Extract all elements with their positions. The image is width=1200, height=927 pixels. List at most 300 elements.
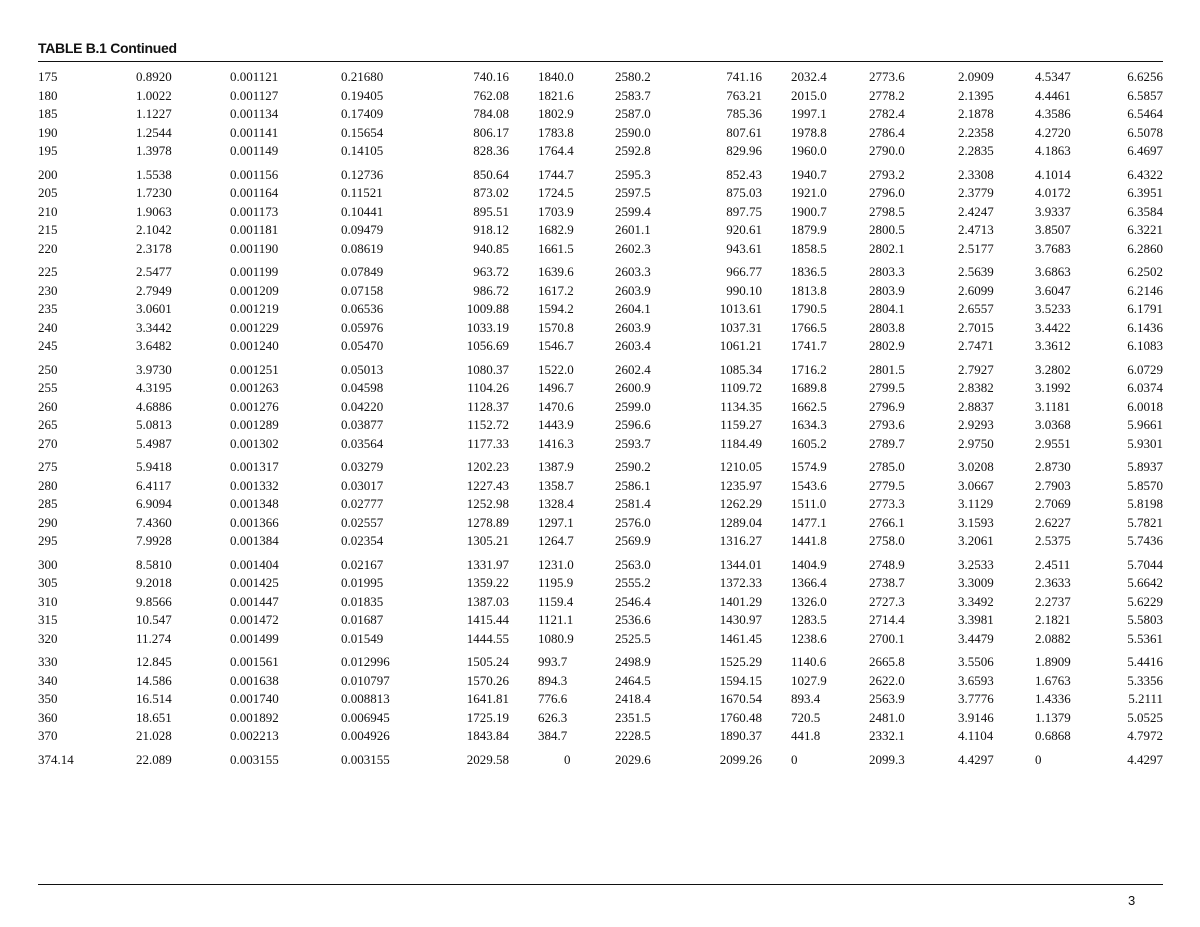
- table-cell: 1104.26: [467, 380, 509, 395]
- table-cell: 2563.0: [615, 556, 651, 572]
- table-cell: 5.4416: [1127, 654, 1163, 669]
- table-cell: 2604.1: [615, 301, 651, 316]
- table-cell: 1056.69: [466, 338, 509, 353]
- table-cell: 2.1395: [958, 87, 994, 103]
- table-cell: 0.001190: [230, 240, 279, 256]
- table-cell: 0.04598: [341, 380, 384, 395]
- table-cell: 2.6227: [1035, 514, 1071, 530]
- table-cell: 1404.9: [791, 556, 827, 572]
- table-cell: 3.1593: [958, 514, 994, 530]
- row-group: [38, 458, 1163, 551]
- table-cell: 6.4117: [136, 477, 172, 493]
- table-cell: 6.3221: [1127, 222, 1163, 237]
- table-cell: 0.02777: [341, 496, 384, 511]
- table-cell: 315: [38, 612, 58, 627]
- table-cell: 275: [38, 459, 58, 474]
- table-cell: 1670.54: [719, 691, 762, 706]
- table-cell: 1724.5: [538, 185, 574, 200]
- table-cell: 2536.6: [615, 612, 651, 627]
- table-cell: 6.5857: [1127, 87, 1163, 103]
- table-cell: 5.5361: [1127, 630, 1163, 646]
- table-cell: 1358.7: [538, 477, 574, 493]
- table-row: [38, 435, 1163, 454]
- table-cell: 2228.5: [615, 728, 651, 743]
- table-cell: 1264.7: [538, 533, 574, 548]
- table-cell: 285: [38, 496, 58, 511]
- row-group: [38, 166, 1163, 259]
- table-cell: 5.6642: [1127, 575, 1163, 590]
- table-cell: 1546.7: [538, 338, 574, 353]
- table-cell: 4.6886: [136, 398, 172, 414]
- table-cell: 1594.2: [538, 301, 574, 316]
- table-cell: 0.17409: [341, 106, 384, 121]
- table-cell: 1.2544: [136, 124, 172, 140]
- table-cell: 0.05976: [341, 319, 384, 335]
- table-cell: 2.0909: [958, 69, 994, 84]
- table-cell: 1760.48: [719, 709, 762, 725]
- table-cell: 940.85: [473, 240, 509, 256]
- table-cell: 2803.8: [869, 319, 905, 335]
- table-row: [38, 221, 1163, 240]
- table-cell: 0.001638: [230, 672, 279, 688]
- table-cell: 966.77: [726, 264, 762, 279]
- row-group: [38, 68, 1163, 161]
- table-cell: 1159.4: [538, 593, 574, 609]
- table-row: [38, 709, 1163, 728]
- table-cell: 6.5464: [1127, 106, 1163, 121]
- table-cell: 5.4987: [136, 435, 172, 451]
- table-cell: 1921.0: [791, 185, 827, 200]
- table-cell: 3.8507: [1035, 222, 1071, 237]
- table-cell: 0.07158: [341, 282, 384, 298]
- table-cell: 12.845: [136, 654, 172, 669]
- table-cell: 5.0525: [1127, 709, 1163, 725]
- table-cell: 2.4511: [1035, 556, 1071, 572]
- table-cell: 2418.4: [615, 691, 651, 706]
- table-cell: 2525.5: [615, 630, 651, 646]
- table-row: [38, 379, 1163, 398]
- table-cell: 200: [38, 166, 58, 182]
- table-cell: 2.8837: [958, 398, 994, 414]
- table-cell: 1790.5: [791, 301, 827, 316]
- table-cell: 6.1436: [1127, 319, 1163, 335]
- table-cell: 1662.5: [791, 398, 827, 414]
- table-cell: 5.8937: [1127, 459, 1163, 474]
- table-cell: 1401.29: [719, 593, 762, 609]
- table-cell: 806.17: [473, 124, 509, 140]
- table-cell: 2590.2: [615, 459, 651, 474]
- table-cell: 0.02167: [341, 556, 384, 572]
- table-cell: 2603.9: [615, 282, 651, 298]
- table-cell: 5.7436: [1127, 533, 1163, 548]
- table-cell: 4.1014: [1035, 166, 1071, 182]
- table-cell: 4.2720: [1035, 124, 1071, 140]
- table-cell: 2766.1: [869, 514, 905, 530]
- table-cell: 0.14105: [341, 143, 384, 158]
- table-cell: 1.1227: [136, 106, 172, 121]
- row-group: [38, 361, 1163, 454]
- table-cell: 6.4697: [1127, 143, 1163, 158]
- table-cell: 0.001251: [230, 361, 279, 377]
- table-row: [38, 532, 1163, 551]
- table-cell: 1.6763: [1035, 672, 1071, 688]
- table-cell: 1843.84: [466, 728, 509, 743]
- table-cell: 2.5477: [136, 264, 172, 279]
- table-cell: 3.1129: [958, 496, 994, 511]
- table-cell: 1.9063: [136, 203, 172, 219]
- table-cell: 2.4713: [958, 222, 994, 237]
- table-cell: 1227.43: [466, 477, 509, 493]
- table-cell: 3.6593: [958, 672, 994, 688]
- table-cell: 963.72: [473, 264, 509, 279]
- table-cell: 2793.6: [869, 417, 905, 432]
- table-cell: 3.3612: [1035, 338, 1071, 353]
- table-row: [38, 514, 1163, 533]
- table-cell: 763.21: [726, 87, 762, 103]
- table-cell: 2.1878: [958, 106, 994, 121]
- table-cell: 6.3584: [1127, 203, 1163, 219]
- table-cell: 0.001240: [230, 338, 279, 353]
- table-cell: 0.02557: [341, 514, 384, 530]
- table-cell: 4.0172: [1035, 185, 1071, 200]
- table-cell: 2595.3: [615, 166, 651, 182]
- table-row: [38, 240, 1163, 259]
- table-cell: 3.4422: [1035, 319, 1071, 335]
- table-cell: 1037.31: [719, 319, 762, 335]
- table-cell: 2727.3: [869, 593, 905, 609]
- table-cell: 195: [38, 143, 58, 158]
- table-cell: 0: [791, 751, 798, 767]
- table-cell: 1.8909: [1035, 654, 1071, 669]
- table-cell: 2032.4: [791, 69, 827, 84]
- table-cell: 2802.1: [869, 240, 905, 256]
- table-cell: 785.36: [726, 106, 762, 121]
- table-cell: 6.9094: [136, 496, 172, 511]
- table-cell: 1195.9: [538, 575, 574, 590]
- table-cell: 2583.7: [615, 87, 651, 103]
- row-group: [38, 751, 1163, 770]
- table-cell: 280: [38, 477, 58, 493]
- row-group: [38, 653, 1163, 746]
- table-cell: 4.1863: [1035, 143, 1071, 158]
- table-cell: 6.4322: [1127, 166, 1163, 182]
- table-cell: 0.09479: [341, 222, 384, 237]
- table-cell: 990.10: [726, 282, 762, 298]
- table-row: [38, 727, 1163, 746]
- table-cell: 1085.34: [719, 361, 762, 377]
- table-cell: 0.11521: [341, 185, 383, 200]
- table-cell: 220: [38, 240, 58, 256]
- table-cell: 9.2018: [136, 575, 172, 590]
- table-cell: 0.01995: [341, 575, 384, 590]
- table-cell: 1641.81: [466, 691, 509, 706]
- table-cell: 0.001499: [230, 630, 279, 646]
- table-cell: 3.6482: [136, 338, 172, 353]
- table-cell: 1289.04: [719, 514, 762, 530]
- table-cell: 3.5233: [1035, 301, 1071, 316]
- table-cell: 1470.6: [538, 398, 574, 414]
- table-cell: 1570.26: [466, 672, 509, 688]
- table-cell: 1764.4: [538, 143, 574, 158]
- table-cell: 2.3779: [958, 185, 994, 200]
- table-cell: 3.3009: [958, 575, 994, 590]
- table-cell: 2.7949: [136, 282, 172, 298]
- table-cell: 3.9146: [958, 709, 994, 725]
- table-cell: 0.001127: [230, 87, 279, 103]
- table-cell: 2.9750: [958, 435, 994, 451]
- table-cell: 6.3951: [1127, 185, 1163, 200]
- table-cell: 2569.9: [615, 533, 651, 548]
- table-cell: 0.004926: [341, 728, 390, 743]
- table-cell: 895.51: [473, 203, 509, 219]
- table-cell: 1461.45: [719, 630, 762, 646]
- table-cell: 1836.5: [791, 264, 827, 279]
- table-cell: 0.008813: [341, 691, 390, 706]
- table-cell: 5.9661: [1127, 417, 1163, 432]
- table-cell: 0.001276: [230, 398, 279, 414]
- table-cell: 0.01687: [341, 612, 384, 627]
- table-cell: 2.7471: [958, 338, 994, 353]
- table-cell: 1134.35: [720, 398, 762, 414]
- table-cell: 1.1379: [1035, 709, 1071, 725]
- table-cell: 0.001472: [230, 612, 279, 627]
- table-cell: 2622.0: [869, 672, 905, 688]
- table-cell: 2332.1: [869, 728, 905, 743]
- table-cell: 1159.27: [720, 417, 762, 432]
- table-cell: 0.02354: [341, 533, 384, 548]
- table-cell: 1210.05: [719, 459, 762, 474]
- table-cell: 2587.0: [615, 106, 651, 121]
- table-row: [38, 458, 1163, 477]
- table-cell: 1570.8: [538, 319, 574, 335]
- table-cell: 4.3195: [136, 380, 172, 395]
- table-cell: 3.0667: [958, 477, 994, 493]
- table-cell: 1617.2: [538, 282, 574, 298]
- table-cell: 185: [38, 106, 58, 121]
- table-cell: 2498.9: [615, 654, 651, 669]
- table-cell: 2.1821: [1035, 612, 1071, 627]
- table-cell: 1703.9: [538, 203, 574, 219]
- table-cell: 5.0813: [136, 417, 172, 432]
- table-cell: 2464.5: [615, 672, 651, 688]
- table-cell: 10.547: [136, 612, 172, 627]
- table-cell: 0.19405: [341, 87, 384, 103]
- table-cell: 0.003155: [230, 751, 279, 767]
- table-cell: 6.1083: [1127, 338, 1163, 353]
- table-cell: 374.14: [38, 751, 74, 767]
- table-cell: 1444.55: [466, 630, 509, 646]
- table-cell: 993.7: [538, 654, 568, 669]
- table-cell: 0.001404: [230, 556, 279, 572]
- table-cell: 2799.5: [869, 380, 905, 395]
- table-cell: 0.01549: [341, 630, 384, 646]
- table-cell: 0.001348: [230, 496, 279, 511]
- table-cell: 1716.2: [791, 361, 827, 377]
- table-cell: 1443.9: [538, 417, 574, 432]
- table-cell: 210: [38, 203, 58, 219]
- table-cell: 6.5078: [1127, 124, 1163, 140]
- table-row: [38, 495, 1163, 514]
- table-cell: 370: [38, 728, 58, 743]
- table-cell: 2.1042: [136, 222, 172, 237]
- table-cell: 1525.29: [719, 654, 762, 669]
- table-cell: 0.001219: [230, 301, 279, 316]
- table-cell: 2796.9: [869, 398, 905, 414]
- table-cell: 2593.7: [615, 435, 651, 451]
- table-cell: 9.8566: [136, 593, 172, 609]
- table-cell: 1.0022: [136, 87, 172, 103]
- table-cell: 1080.37: [466, 361, 509, 377]
- table-cell: 2481.0: [869, 709, 905, 725]
- table-cell: 0.001302: [230, 435, 279, 451]
- table-row: [38, 611, 1163, 630]
- table-cell: 1238.6: [791, 630, 827, 646]
- table-cell: 2773.6: [869, 69, 905, 84]
- table-cell: 4.3586: [1035, 106, 1071, 121]
- table-cell: 2773.3: [869, 496, 905, 511]
- table-cell: 2.4247: [958, 203, 994, 219]
- table-cell: 2796.0: [869, 185, 905, 200]
- table-cell: 2099.26: [719, 751, 762, 767]
- table-row: [38, 319, 1163, 338]
- table-cell: 1594.15: [719, 672, 762, 688]
- table-cell: 0: [564, 751, 571, 767]
- table-cell: 7.9928: [136, 533, 172, 548]
- table-cell: 5.2111: [1128, 691, 1163, 706]
- table-cell: 1900.7: [791, 203, 827, 219]
- table-row: [38, 751, 1163, 770]
- table-cell: 305: [38, 575, 58, 590]
- table-row: [38, 203, 1163, 222]
- table-cell: 2602.3: [615, 240, 651, 256]
- table-row: [38, 653, 1163, 672]
- table-row: [38, 87, 1163, 106]
- table-cell: 4.7972: [1127, 728, 1163, 743]
- table-cell: 2.2737: [1035, 593, 1071, 609]
- table-cell: 0.8920: [136, 69, 172, 84]
- table-cell: 762.08: [473, 87, 509, 103]
- table-cell: 720.5: [791, 709, 821, 725]
- table-cell: 1741.7: [791, 338, 827, 353]
- table-cell: 4.5347: [1035, 69, 1071, 84]
- table-cell: 2789.7: [869, 435, 905, 451]
- table-cell: 0.002213: [230, 728, 279, 743]
- table-cell: 1331.97: [466, 556, 509, 572]
- table-cell: 5.7044: [1127, 556, 1163, 572]
- table-cell: 0.001740: [230, 691, 279, 706]
- table-cell: 6.0018: [1127, 398, 1163, 414]
- table-cell: 16.514: [136, 691, 172, 706]
- table-cell: 1477.1: [791, 514, 827, 530]
- table-cell: 350: [38, 691, 58, 706]
- table-cell: 2563.9: [869, 691, 905, 706]
- table-cell: 0.001263: [230, 380, 279, 395]
- table-cell: 0.001134: [230, 106, 279, 121]
- table-row: [38, 124, 1163, 143]
- steam-table-body: [38, 68, 1163, 774]
- table-cell: 2546.4: [615, 593, 651, 609]
- table-cell: 1522.0: [538, 361, 574, 377]
- table-cell: 1744.7: [538, 166, 574, 182]
- table-cell: 1152.72: [467, 417, 509, 432]
- table-cell: 260: [38, 398, 58, 414]
- table-cell: 828.36: [473, 143, 509, 158]
- table-cell: 295: [38, 533, 58, 548]
- table-cell: 384.7: [538, 728, 568, 743]
- table-cell: 1639.6: [538, 264, 574, 279]
- table-cell: 230: [38, 282, 58, 298]
- table-cell: 2029.58: [466, 751, 509, 767]
- table-cell: 893.4: [791, 691, 821, 706]
- table-cell: 0.001156: [230, 166, 279, 182]
- table-cell: 255: [38, 380, 58, 395]
- table-cell: 2779.5: [869, 477, 905, 493]
- table-cell: 2778.2: [869, 87, 905, 103]
- table-cell: 2601.1: [615, 222, 651, 237]
- table-cell: 1840.0: [538, 69, 574, 84]
- table-row: [38, 630, 1163, 649]
- table-cell: 0.001447: [230, 593, 279, 609]
- table-cell: 0.001229: [230, 319, 279, 335]
- table-cell: 3.2061: [958, 533, 994, 548]
- table-cell: 1316.27: [719, 533, 762, 548]
- table-cell: 4.4297: [958, 751, 994, 767]
- table-row: [38, 416, 1163, 435]
- table-cell: 0.001173: [230, 203, 279, 219]
- table-cell: 1960.0: [791, 143, 827, 158]
- table-cell: 0.006945: [341, 709, 390, 725]
- table-cell: 1128.37: [467, 398, 509, 414]
- table-cell: 918.12: [473, 222, 509, 237]
- table-cell: 1879.9: [791, 222, 827, 237]
- table-cell: 1326.0: [791, 593, 827, 609]
- table-cell: 225: [38, 264, 58, 279]
- table-cell: 235: [38, 301, 58, 316]
- table-cell: 986.72: [473, 282, 509, 298]
- table-cell: 0.05470: [341, 338, 384, 353]
- table-cell: 290: [38, 514, 58, 530]
- table-cell: 240: [38, 319, 58, 335]
- table-cell: 3.0368: [1035, 417, 1071, 432]
- table-cell: 1235.97: [719, 477, 762, 493]
- table-row: [38, 690, 1163, 709]
- table-cell: 3.1181: [1035, 398, 1071, 414]
- table-cell: 0.07849: [341, 264, 384, 279]
- table-cell: 2.9293: [958, 417, 994, 432]
- table-cell: 5.8198: [1127, 496, 1163, 511]
- table-cell: 852.43: [726, 166, 762, 182]
- table-cell: 180: [38, 87, 58, 103]
- table-cell: 11.274: [136, 630, 172, 646]
- table-cell: 0.15654: [341, 124, 384, 140]
- table-cell: 740.16: [473, 69, 509, 84]
- table-cell: 2015.0: [791, 87, 827, 103]
- table-cell: 3.4479: [958, 630, 994, 646]
- table-cell: 0.001164: [230, 185, 279, 200]
- table-cell: 1978.8: [791, 124, 827, 140]
- table-cell: 2.2835: [958, 143, 994, 158]
- table-cell: 1890.37: [719, 728, 762, 743]
- table-cell: 3.9337: [1035, 203, 1071, 219]
- table-cell: 920.61: [726, 222, 762, 237]
- table-cell: 0.003155: [341, 751, 390, 767]
- table-cell: 3.9730: [136, 361, 172, 377]
- table-cell: 2786.4: [869, 124, 905, 140]
- table-cell: 2.8730: [1035, 459, 1071, 474]
- table-cell: 1109.72: [720, 380, 762, 395]
- table-cell: 1940.7: [791, 166, 827, 182]
- table-cell: 1372.33: [719, 575, 762, 590]
